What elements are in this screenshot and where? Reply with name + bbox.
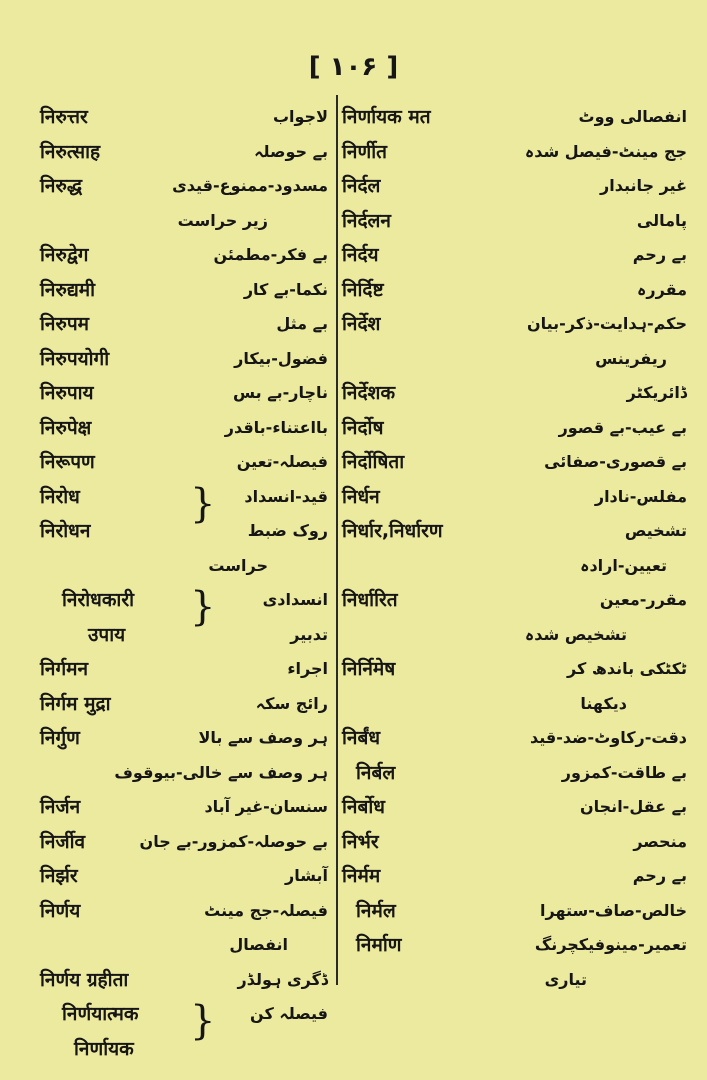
dictionary-entry	[40, 480, 328, 527]
right-column	[342, 100, 687, 997]
gloss: انفصال	[229, 935, 288, 954]
dictionary-entry	[342, 135, 687, 170]
gloss: مقررہ	[637, 279, 687, 299]
gloss: زیر حراست	[177, 210, 268, 230]
gloss: فضول-بیکار	[234, 348, 328, 368]
gloss: مفلس-نادار	[594, 486, 687, 506]
dictionary-entry	[40, 169, 328, 204]
headword: निर्णायक	[74, 1037, 134, 1060]
dictionary-entry	[342, 859, 687, 894]
headword: निरुद्वेग	[40, 244, 89, 266]
headword: निरुद्यमी	[40, 278, 96, 301]
dictionary-entry	[342, 549, 687, 584]
gloss: آبشار	[285, 866, 328, 885]
gloss: بے عقل-انجان	[579, 797, 687, 816]
gloss: لاجواب	[272, 107, 328, 126]
headword: निरुपयोगी	[40, 347, 110, 370]
dictionary-entry	[40, 1032, 328, 1067]
gloss: ڈائریکٹر	[626, 383, 687, 402]
gloss: فیصلہ کن	[250, 1004, 328, 1023]
dictionary-entry	[342, 514, 687, 549]
headword: निर्माण	[356, 934, 402, 956]
headword: निर्दोष	[342, 416, 384, 439]
headword: निर्झर	[40, 865, 78, 887]
column-divider	[336, 95, 338, 985]
headword: निर्धारित	[342, 589, 398, 611]
gloss: رائج سکہ	[255, 693, 328, 713]
gloss: ہر وصف سے بالا	[198, 728, 328, 747]
dictionary-entry	[40, 756, 328, 791]
dictionary-entry	[40, 928, 328, 963]
headword: निर्णीत	[342, 140, 387, 163]
dictionary-entry	[40, 859, 328, 894]
dictionary-entry	[342, 411, 687, 446]
headword: निरुत्साह	[40, 140, 101, 163]
dictionary-entry	[40, 894, 328, 929]
headword: निरुद्ध	[40, 175, 83, 197]
dictionary-entry	[342, 480, 687, 515]
dictionary-entry	[342, 825, 687, 860]
brace-symbol: }	[190, 998, 216, 1044]
gloss: قید-انسداد	[244, 486, 328, 506]
headword: निर्मम	[342, 865, 381, 887]
dictionary-entry	[40, 652, 328, 687]
headword: निर्बंध	[342, 727, 381, 749]
headword: निर्जीव	[40, 830, 86, 853]
gloss: تشخیص	[624, 521, 687, 540]
gloss: پامالی	[636, 210, 687, 230]
dictionary-entry	[40, 445, 328, 480]
headword: निर्णय ग्रहीता	[40, 968, 129, 991]
headword: निर्गम मुद्रा	[40, 692, 111, 715]
dictionary-entry	[342, 583, 687, 618]
gloss: مسدود-ممنوع-قیدی	[172, 176, 328, 195]
gloss: ہر وصف سے خالی-بیوقوف	[114, 762, 328, 782]
gloss: دیکھنا	[580, 693, 627, 713]
headword: निरुपेक्ष	[40, 416, 92, 439]
dictionary-entry	[40, 514, 328, 549]
gloss: بے فکر-مطمئن	[213, 245, 328, 264]
dictionary-entry	[40, 825, 328, 860]
dictionary-entry	[342, 307, 687, 342]
headword: निर्देशक	[342, 382, 396, 404]
headword: निर्णयात्मक	[62, 1003, 139, 1025]
dictionary-entry	[342, 273, 687, 308]
headword: निर्णय	[40, 899, 81, 922]
gloss: بااعتناء-باقدر	[224, 417, 328, 437]
dictionary-entry	[342, 928, 687, 963]
dictionary-entry	[40, 790, 328, 825]
dictionary-entry	[40, 238, 328, 273]
brace-symbol: }	[190, 584, 216, 630]
gloss: تیاری	[544, 969, 587, 989]
gloss: دقت-رکاوٹ-ضد-قید	[529, 728, 687, 747]
gloss: ٹکٹکی باندھ کر	[567, 659, 687, 678]
headword: निरुपाय	[40, 382, 94, 404]
dictionary-entry	[342, 238, 687, 273]
dictionary-entry	[342, 445, 687, 480]
dictionary-entry	[40, 100, 328, 135]
dictionary-entry	[342, 100, 687, 135]
gloss: بے رحم	[632, 245, 687, 264]
dictionary-entry	[342, 169, 687, 204]
headword: निरुत्तर	[40, 106, 88, 128]
dictionary-entry	[342, 756, 687, 791]
gloss: بے رحم	[632, 866, 687, 885]
gloss: بے قصوری-صفائی	[544, 452, 687, 471]
gloss: حراست	[208, 555, 268, 575]
dictionary-entry	[40, 135, 328, 170]
gloss: ڈگری ہولڈر	[237, 969, 328, 989]
dictionary-entry	[342, 721, 687, 756]
headword: निर्जन	[40, 796, 81, 818]
headword: निरोधन	[40, 520, 91, 542]
dictionary-entry	[342, 687, 687, 722]
gloss: اجراء	[287, 659, 328, 678]
headword: निर्मल	[356, 899, 396, 922]
headword: निर्निमेष	[342, 658, 396, 680]
gloss: تدبیر	[290, 624, 328, 644]
gloss: تعمیر-مینوفیکچرنگ	[534, 935, 687, 954]
headword: निर्दोषिता	[342, 451, 405, 473]
headword: निर्भर	[342, 830, 379, 853]
gloss: فیصلہ-تعین	[236, 452, 328, 471]
page-number: [ ۱۰۶ ]	[308, 52, 399, 82]
headword: निर्बोध	[342, 796, 385, 818]
dictionary-entry	[40, 342, 328, 377]
headword: निर्धार,निर्धारण	[342, 520, 443, 542]
dictionary-entry	[40, 618, 328, 653]
gloss: بے حوصلہ-کمزور-بے جان	[139, 831, 328, 851]
headword: निर्देश	[342, 313, 381, 335]
headword: निरूपण	[40, 451, 95, 473]
gloss: انسدادی	[262, 590, 328, 609]
dictionary-entry	[40, 583, 328, 630]
dictionary-entry	[40, 687, 328, 722]
dictionary-entry	[342, 618, 687, 653]
dictionary-entry	[342, 342, 687, 377]
headword: निर्धन	[342, 485, 380, 508]
headword: निरुपम	[40, 313, 89, 335]
dictionary-entry	[40, 549, 328, 584]
dictionary-entry	[40, 721, 328, 756]
headword: उपाय	[88, 623, 126, 646]
dictionary-entry	[342, 652, 687, 687]
gloss: بے مثل	[276, 314, 328, 333]
dictionary-entry	[40, 411, 328, 446]
headword: निर्बल	[356, 761, 396, 784]
dictionary-entry	[40, 307, 328, 342]
headword: निर्णायक मत	[342, 106, 431, 128]
gloss: ناچار-بے بس	[233, 383, 328, 402]
gloss: ریفرینس	[595, 348, 667, 368]
dictionary-entry	[342, 376, 687, 411]
left-column	[40, 100, 328, 1066]
dictionary-entry	[342, 790, 687, 825]
dictionary-entry	[342, 894, 687, 929]
gloss: بے عیب-بے قصور	[558, 417, 687, 437]
gloss: انفصالی ووٹ	[578, 107, 687, 126]
dictionary-entry	[40, 376, 328, 411]
gloss: فیصلہ-جج مینٹ	[204, 900, 328, 920]
gloss: نکما-بے کار	[243, 279, 328, 299]
gloss: منحصر	[633, 831, 687, 851]
dictionary-entry	[40, 204, 328, 239]
headword: निर्गमन	[40, 658, 89, 680]
dictionary-entry	[40, 963, 328, 998]
dictionary-entry	[40, 273, 328, 308]
dictionary-entry	[342, 204, 687, 239]
headword: निर्दय	[342, 244, 379, 266]
gloss: مقرر-معین	[599, 590, 687, 609]
headword: निर्दलन	[342, 209, 391, 232]
dictionary-entry	[40, 997, 328, 1044]
gloss: بے طاقت-کمزور	[561, 762, 687, 782]
gloss: خالص-صاف-ستھرا	[540, 900, 687, 920]
headword: निरोध	[40, 485, 80, 508]
gloss: تشخیص شدہ	[524, 624, 627, 644]
gloss: روک ضبط	[247, 521, 328, 540]
headword: निर्गुण	[40, 727, 80, 749]
gloss: غیر جانبدار	[600, 176, 687, 195]
gloss: جج مینٹ-فیصل شدہ	[524, 141, 687, 161]
headword: निर्दल	[342, 175, 381, 197]
dictionary-entry	[342, 963, 687, 998]
gloss: حکم-ہدایت-ذکر-بیان	[526, 314, 687, 333]
gloss: بے حوصلہ	[254, 141, 328, 161]
gloss: تعیین-ارادہ	[580, 555, 667, 575]
headword: निर्दिष्ट	[342, 278, 384, 301]
brace-symbol: }	[190, 480, 216, 527]
gloss: سنسان-غیر آباد	[204, 797, 328, 816]
headword: निरोधकारी	[62, 589, 135, 611]
